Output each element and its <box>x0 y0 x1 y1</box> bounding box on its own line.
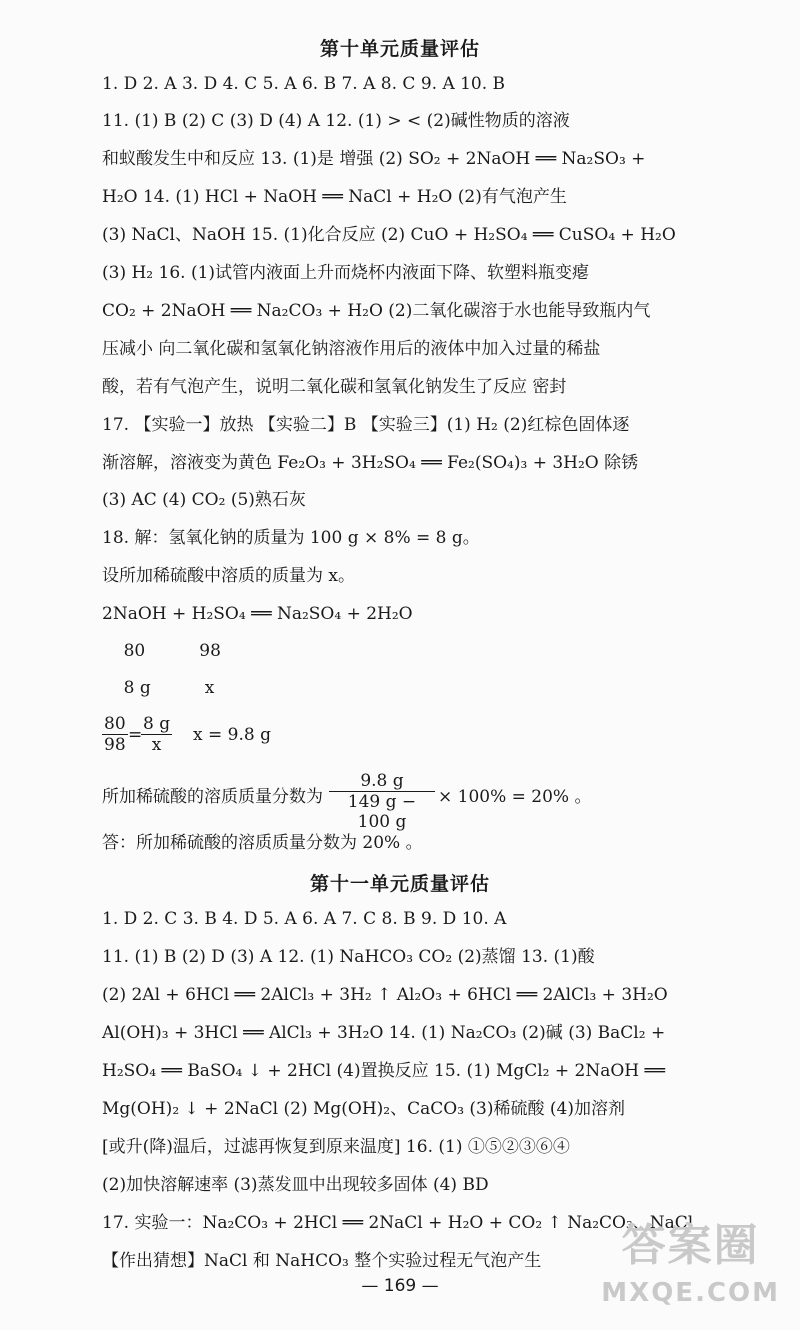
fraction-numerator: 9.8 g <box>329 771 435 792</box>
mass-line: 8 g x <box>102 678 215 698</box>
text-line: Mg(OH)₂ ↓ + 2NaCl (2) Mg(OH)₂、CaCO₃ (3)稀硫酸 (4)加溶剂 <box>102 1099 625 1119</box>
text-line: [或升(降)温后，过滤再恢复到原来温度] 16. (1) ①⑤②③⑥④ <box>102 1137 570 1157</box>
text-line: 18. 解：氢氧化钠的质量为 100 g × 8% = 8 g。 <box>102 528 480 548</box>
text-line: Al(OH)₃ + 3HCl ══ AlCl₃ + 3H₂O 14. (1) Na₂CO₃ (2)碱 (3) BaCl₂ + <box>102 1023 666 1043</box>
fraction-denominator: x <box>151 735 162 755</box>
ratio-fraction-right <box>141 714 172 755</box>
ratio-result: x = 9.8 g <box>193 725 271 745</box>
text-line: H₂SO₄ ══ BaSO₄ ↓ + 2HCl (4)置换反应 15. (1) MgCl₂ + 2NaOH ══ <box>102 1061 666 1081</box>
text-line: 渐溶解，溶液变为黄色 Fe₂O₃ + 3H₂SO₄ ══ Fe₂(SO₄)₃ + 3H₂O 除锈 <box>102 453 639 473</box>
percent-prefix: 所加稀硫酸的溶质质量分数为 <box>102 787 323 807</box>
text-line: H₂O 14. (1) HCl + NaOH ══ NaCl + H₂O (2)有气泡产生 <box>102 187 567 207</box>
text-line: CO₂ + 2NaOH ══ Na₂CO₃ + H₂O (2)二氧化碳溶于水也能导致瓶内气 <box>102 301 651 321</box>
text-line: 1. D 2. C 3. B 4. D 5. A 6. A 7. C 8. B 9. D 10. A <box>102 909 507 929</box>
text-line: 设所加稀硫酸中溶质的质量为 x。 <box>102 566 355 586</box>
text-line: (2)加快溶解速率 (3)蒸发皿中出现较多固体 (4) BD <box>102 1175 489 1195</box>
watermark-url: MXQE.COM <box>601 1278 780 1308</box>
equation-line: 2NaOH + H₂SO₄ ══ Na₂SO₄ + 2H₂O <box>102 604 413 624</box>
text-line: 和蚁酸发生中和反应 13. (1)是 增强 (2) SO₂ + 2NaOH ══ Na₂SO₃ + <box>102 149 646 169</box>
equals-sign: = <box>128 725 143 745</box>
text-line: 1. D 2. A 3. D 4. C 5. A 6. B 7. A 8. C 9. A 10. B <box>102 74 506 94</box>
ratio-fraction-left <box>102 714 128 755</box>
text-line: (2) 2Al + 6HCl ══ 2AlCl₃ + 3H₂ ↑ Al₂O₃ + 6HCl ══ 2AlCl₃ + 3H₂O <box>102 985 668 1005</box>
section-title-unit-11: 第十一单元质量评估 <box>309 873 490 895</box>
text-line: 17. 实验一：Na₂CO₃ + 2HCl ══ 2NaCl + H₂O + CO₂ ↑ Na₂CO₃、NaCl <box>102 1213 694 1233</box>
page-number: — 169 — <box>361 1276 439 1296</box>
section-title-unit-10: 第十单元质量评估 <box>319 38 480 60</box>
text-line: 压减小 向二氧化碳和氢氧化钠溶液作用后的液体中加入过量的稀盐 <box>102 339 601 359</box>
percent-suffix: × 100% = 20% 。 <box>438 787 592 807</box>
fraction-numerator: 8 g <box>143 714 171 734</box>
text-line: (3) NaCl、NaOH 15. (1)化合反应 (2) CuO + H₂SO₄ ══ CuSO₄ + H₂O <box>102 225 676 245</box>
fraction-numerator: 80 <box>104 714 126 734</box>
text-line: 17. 【实验一】放热 【实验二】B 【实验三】(1) H₂ (2)红棕色固体逐 <box>102 415 630 435</box>
text-line: 【作出猜想】NaCl 和 NaHCO₃ 整个实验过程无气泡产生 <box>102 1251 542 1271</box>
text-line: (3) H₂ 16. (1)试管内液面上升而烧杯内液面下降、软塑料瓶变瘪 <box>102 263 590 283</box>
watermark-text: 答案圈 <box>621 1220 760 1271</box>
text-line: (3) AC (4) CO₂ (5)熟石灰 <box>102 490 306 510</box>
percent-fraction <box>329 771 435 832</box>
text-line: 11. (1) B (2) C (3) D (4) A 12. (1) > < (2)碱性物质的溶液 <box>102 111 570 131</box>
molar-mass-line: 80 98 <box>102 641 221 661</box>
watermark-logo <box>601 1220 780 1308</box>
text-line: 11. (1) B (2) D (3) A 12. (1) NaHCO₃ CO₂ (2)蒸馏 13. (1)酸 <box>102 947 595 967</box>
fraction-denominator: 98 <box>104 735 126 755</box>
final-answer: 答：所加稀硫酸的溶质质量分数为 20% 。 <box>102 833 423 853</box>
text-line: 酸，若有气泡产生，说明二氧化碳和氢氧化钠发生了反应 密封 <box>102 377 567 397</box>
fraction-denominator: 149 g − 100 g <box>347 792 417 832</box>
